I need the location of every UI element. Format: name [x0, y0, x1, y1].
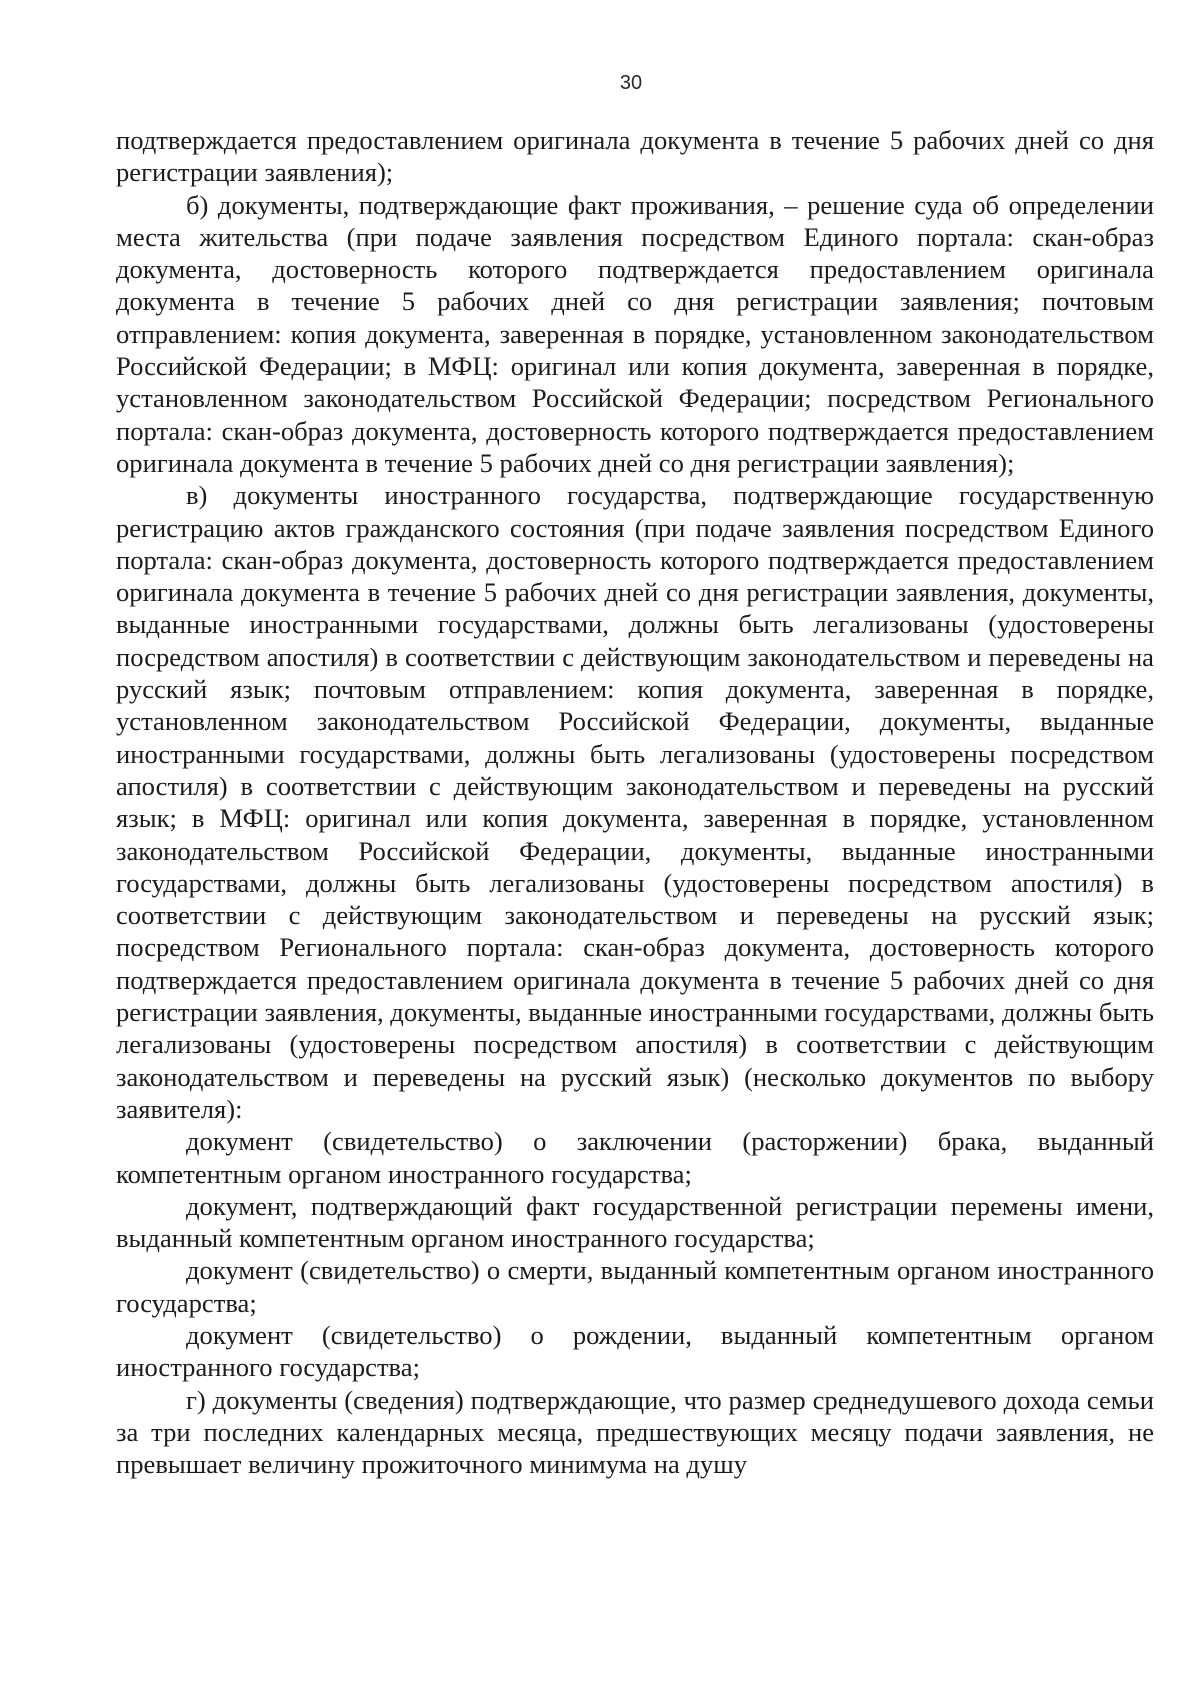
paragraph-item-v: в) документы иностранного государства, подтверждающие государственную регистрацию актов гражданского состояния (при подаче заявления посредством Единого портала: скан-образ документа, достоверность которого подтверждается предоставлением оригинала документа в течение 5 рабочих дней со дня регистрации заявления, документы, выданные иностранными государствами, должны быть легализованы (удостоверены посредством апостиля) в соответствии с действующим законодательством и переведены на русский язык; почтовым отправлением: копия документа, заверенная в порядке, установленном законодательством Российской Федерации, документы, выданные иностранными государствами, должны быть легализованы (удостоверены посредством апостиля) в соответствии с действующим законодательством и переведены на русский язык; в МФЦ: оригинал или копия документа, заверенная в порядке, установленном законодательством Российской Федерации, документы, выданные иностранными государствами, должны быть легализованы (удостоверены посредством апостиля) в соответствии с действующим законодательством и переведены на русский язык; посредством Регионального портала: скан-образ документа, достоверность которого подтверждается предоставлением оригинала документа в течение 5 рабочих дней со дня регистрации заявления, документы, выданные иностранными государствами, должны быть легализованы (удостоверены посредством апостиля) в соответствии с действующим законодательством и переведены на русский язык) (несколько документов по выбору заявителя):	[116, 480, 1154, 1124]
paragraph-marriage-certificate: документ (свидетельство) о заключении (расторжении) брака, выданный компетентным органом иностранного государства;	[116, 1126, 1154, 1189]
paragraph-death-certificate: документ (свидетельство) о смерти, выданный компетентным органом иностранного государства;	[116, 1255, 1154, 1318]
paragraph-name-change: документ, подтверждающий факт государственной регистрации перемены имени, выданный компетентным органом иностранного государства;	[116, 1190, 1154, 1254]
paragraph-item-g: г) документы (сведения) подтверждающие, что размер среднедушевого дохода семьи за три последних календарных месяца, предшествующих месяцу подачи заявления, не превышает величину прожиточного минимума на душу	[116, 1384, 1154, 1480]
paragraph-item-b: б) документы, подтверждающие факт проживания, – решение суда об определении места жительства (при подаче заявления посредством Единого портала: скан-образ документа, достоверность которого подтверждается предоставлением оригинала документа в течение 5 рабочих дней со дня регистрации заявления; почтовым отправлением: копия документа, заверенная в порядке, установленном законодательством Российской Федерации; в МФЦ: оригинал или копия документа, заверенная в порядке, установленном законодательством Российской Федерации; посредством Регионального портала: скан-образ документа, достоверность которого подтверждается предоставлением оригинала документа в течение 5 рабочих дней со дня регистрации заявления);	[116, 189, 1154, 478]
paragraph-birth-certificate: документ (свидетельство) о рождении, выданный компетентным органом иностранного государства;	[116, 1319, 1154, 1383]
document-body	[116, 124, 1154, 1480]
paragraph-continuation: подтверждается предоставлением оригинала документа в течение 5 рабочих дней со дня регистрации заявления);	[116, 125, 1154, 188]
page-number: 30	[619, 72, 643, 94]
